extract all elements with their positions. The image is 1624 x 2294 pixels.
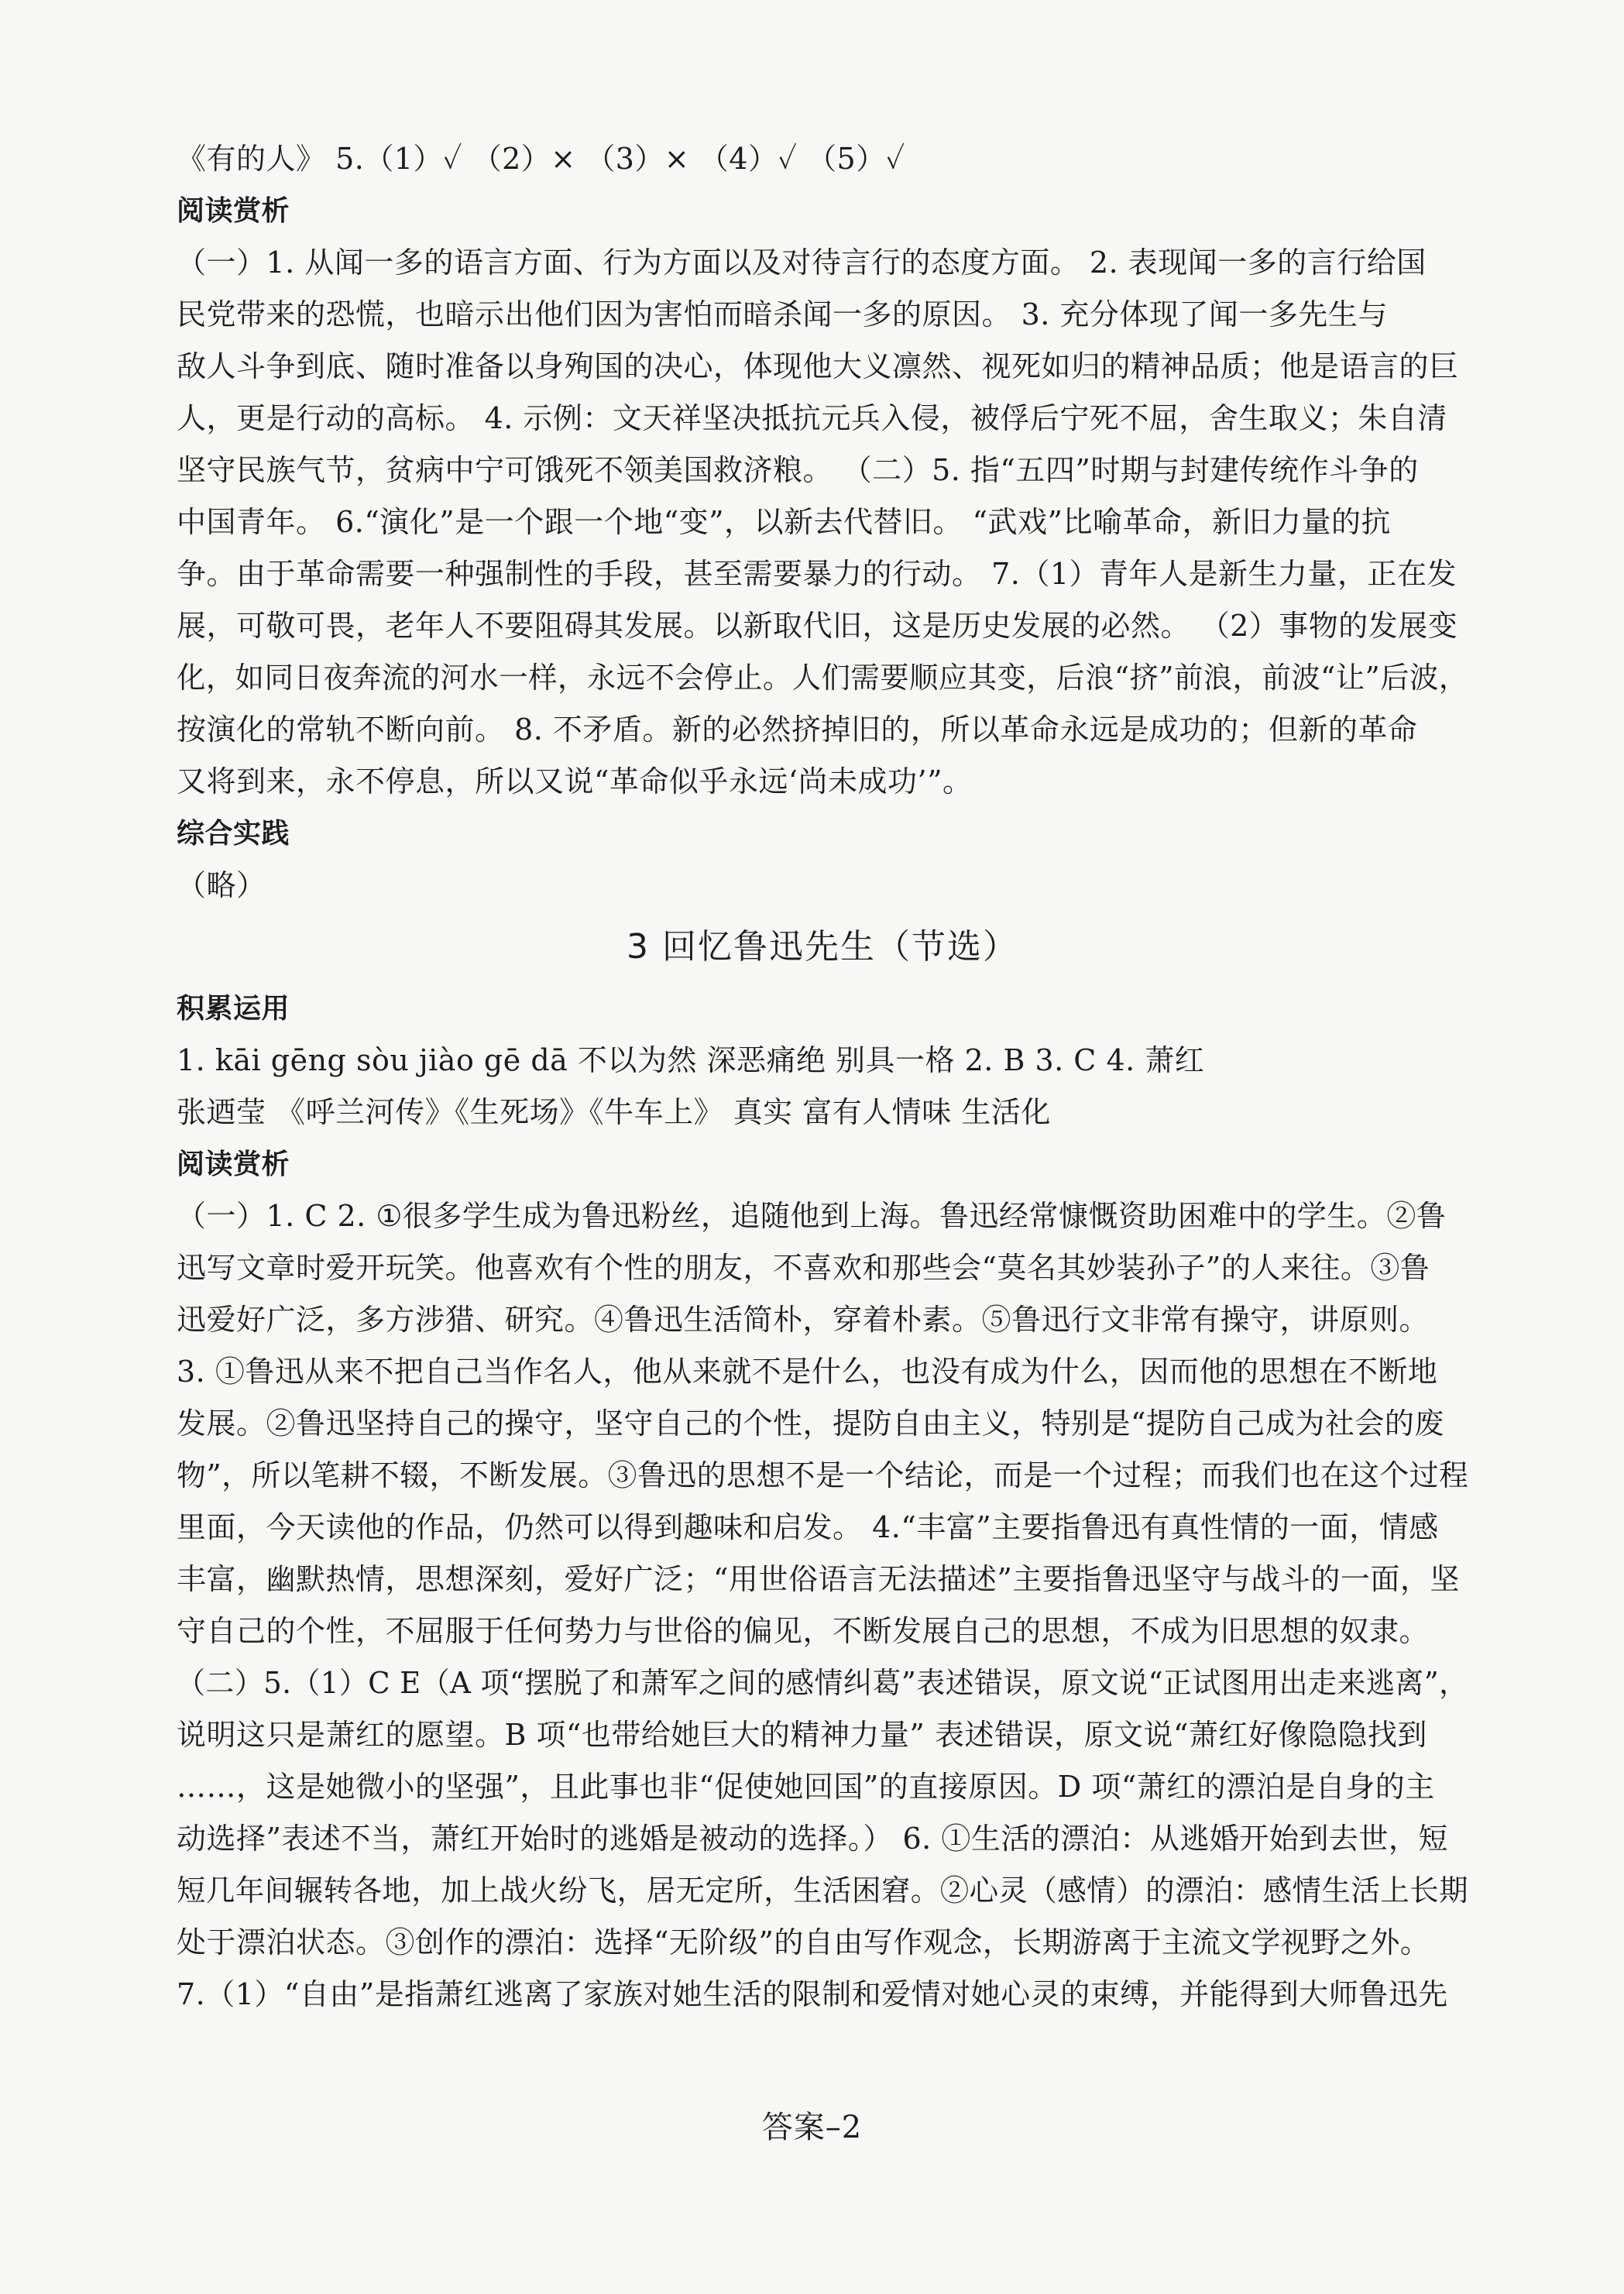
answer-line: 展，可敬可畏，老年人不要阻碍其发展。以新取代旧，这是历史发展的必然。 （2）事物的发展变 [177,609,1458,643]
answer-line: ……，这是她微小的坚强”，且此事也非“促使她回国”的直接原因。D 项“萧红的漂泊是自身的主 [177,1770,1435,1804]
answer-line: 争。由于革命需要一种强制性的手段，甚至需要暴力的行动。 7.（1）青年人是新生力量，正在发 [177,557,1457,591]
answer-line: 丰富，幽默热情，思想深刻，爱好广泛；“用世俗语言无法描述”主要指鲁迅坚守与战斗的一面，坚 [177,1562,1460,1596]
answer-line: 物”，所以笔耕不辍，不断发展。③鲁迅的思想不是一个结论，而是一个过程；而我们也在这个过程 [177,1458,1469,1492]
section-heading: 阅读赏析 [177,1149,290,1180]
section-heading: 阅读赏析 [177,195,290,227]
answer-line: 迅写文章时爱开玩笑。他喜欢有个性的朋友，不喜欢和那些会“莫名其妙装孙子”的人来往。③鲁 [177,1251,1430,1285]
answer-line: 发展。②鲁迅坚持自己的操守，坚守自己的个性，提防自由主义，特别是“提防自己成为社会的废 [177,1406,1444,1441]
answer-line: 坚守民族气节，贫病中宁可饿死不领美国救济粮。 （二）5. 指“五四”时期与封建传统作斗争的 [177,453,1419,487]
answer-line: 按演化的常轨不断向前。 8. 不矛盾。新的必然挤掉旧的，所以革命永远是成功的；但新的革命 [177,713,1418,747]
answer-line: 人，更是行动的高标。 4. 示例：文天祥坚决抵抗元兵入侵，被俘后宁死不屈，舍生取义；朱自清 [177,401,1447,435]
answer-line: 7.（1）“自由”是指萧红逃离了家族对她生活的限制和爱情对她心灵的束缚，并能得到大师鲁迅先 [177,1977,1448,2011]
answer-line: 1. kāi gēng sòu jiào gē dā 不以为然 深恶痛绝 别具一格 2. B 3. C 4. 萧红 [177,1043,1205,1077]
answer-line: （一）1. 从闻一多的语言方面、行为方面以及对待言行的态度方面。 2. 表现闻一多的言行给国 [177,246,1427,280]
answer-line: 守自己的个性，不屈服于任何势力与世俗的偏见，不断发展自己的思想，不成为旧思想的奴隶。 [177,1614,1430,1648]
answer-line: 张迺莹 《呼兰河传》《生死场》《牛车上》 真实 富有人情味 生活化 [177,1095,1051,1129]
answer-line: 说明这只是萧红的愿望。B 项“也带给她巨大的精神力量” 表述错误，原文说“萧红好像隐隐找到 [177,1718,1427,1752]
section-heading: 综合实践 [177,818,290,850]
answer-line: 民党带来的恐慌，也暗示出他们因为害怕而暗杀闻一多的原因。 3. 充分体现了闻一多先生与 [177,297,1388,331]
answer-line: 敌人斗争到底、随时准备以身殉国的决心，体现他大义凛然、视死如归的精神品质；他是语言的巨 [177,349,1459,383]
answer-line: 又将到来，永不停息，所以又说“革命似乎永远‘尚未成功’”。 [177,764,973,798]
answer-line: 短几年间辗转各地，加上战火纷飞，居无定所，生活困窘。②心灵（感情）的漂泊：感情生活上长期 [177,1873,1469,1908]
lesson-title: 3 回忆鲁迅先生（节选） [627,927,1018,967]
answer-line: 里面，今天读他的作品，仍然可以得到趣味和启发。 4.“丰富”主要指鲁迅有真性情的一面，情感 [177,1510,1439,1544]
answer-line: 处于漂泊状态。③创作的漂泊：选择“无阶级”的自由写作观念，长期游离于主流文学视野之外。 [177,1925,1430,1959]
answer-line: （略） [177,868,266,902]
section-heading: 积累运用 [177,993,290,1025]
answer-line: （二）5.（1）C E（A 项“摆脱了和萧军之间的感情纠葛”表述错误，原文说“正试图用出走来逃离”， [177,1666,1468,1700]
answer-line: 迅爱好广泛，多方涉猎、研究。④鲁迅生活简朴，穿着朴素。⑤鲁迅行文非常有操守，讲原则。 [177,1303,1430,1337]
answer-line: 3. ①鲁迅从来不把自己当作名人，他从来就不是什么，也没有成为什么，因而他的思想在不断地 [177,1355,1438,1389]
answer-line: 化，如同日夜奔流的河水一样，永远不会停止。人们需要顺应其变，后浪“挤”前浪，前波“让”后波， [177,661,1468,695]
answer-line: 中国青年。 6.“演化”是一个跟一个地“变”，以新去代替旧。 “武戏”比喻革命，新旧力量的抗 [177,505,1391,539]
answer-line: 《有的人》 5.（1）✓ （2）× （3）× （4）✓ （5）✓ [177,142,905,176]
answer-line: 动选择”表述不当，萧红开始时的逃婚是被动的选择。） 6. ①生活的漂泊：从逃婚开始到去世，短 [177,1822,1448,1856]
page-footer: 答案–2 [761,2110,863,2145]
answer-content [177,133,1468,2021]
answer-line: （一）1. C 2. ①很多学生成为鲁迅粉丝，追随他到上海。鲁迅经常慷慨资助困难中的学生。②鲁 [177,1199,1447,1233]
